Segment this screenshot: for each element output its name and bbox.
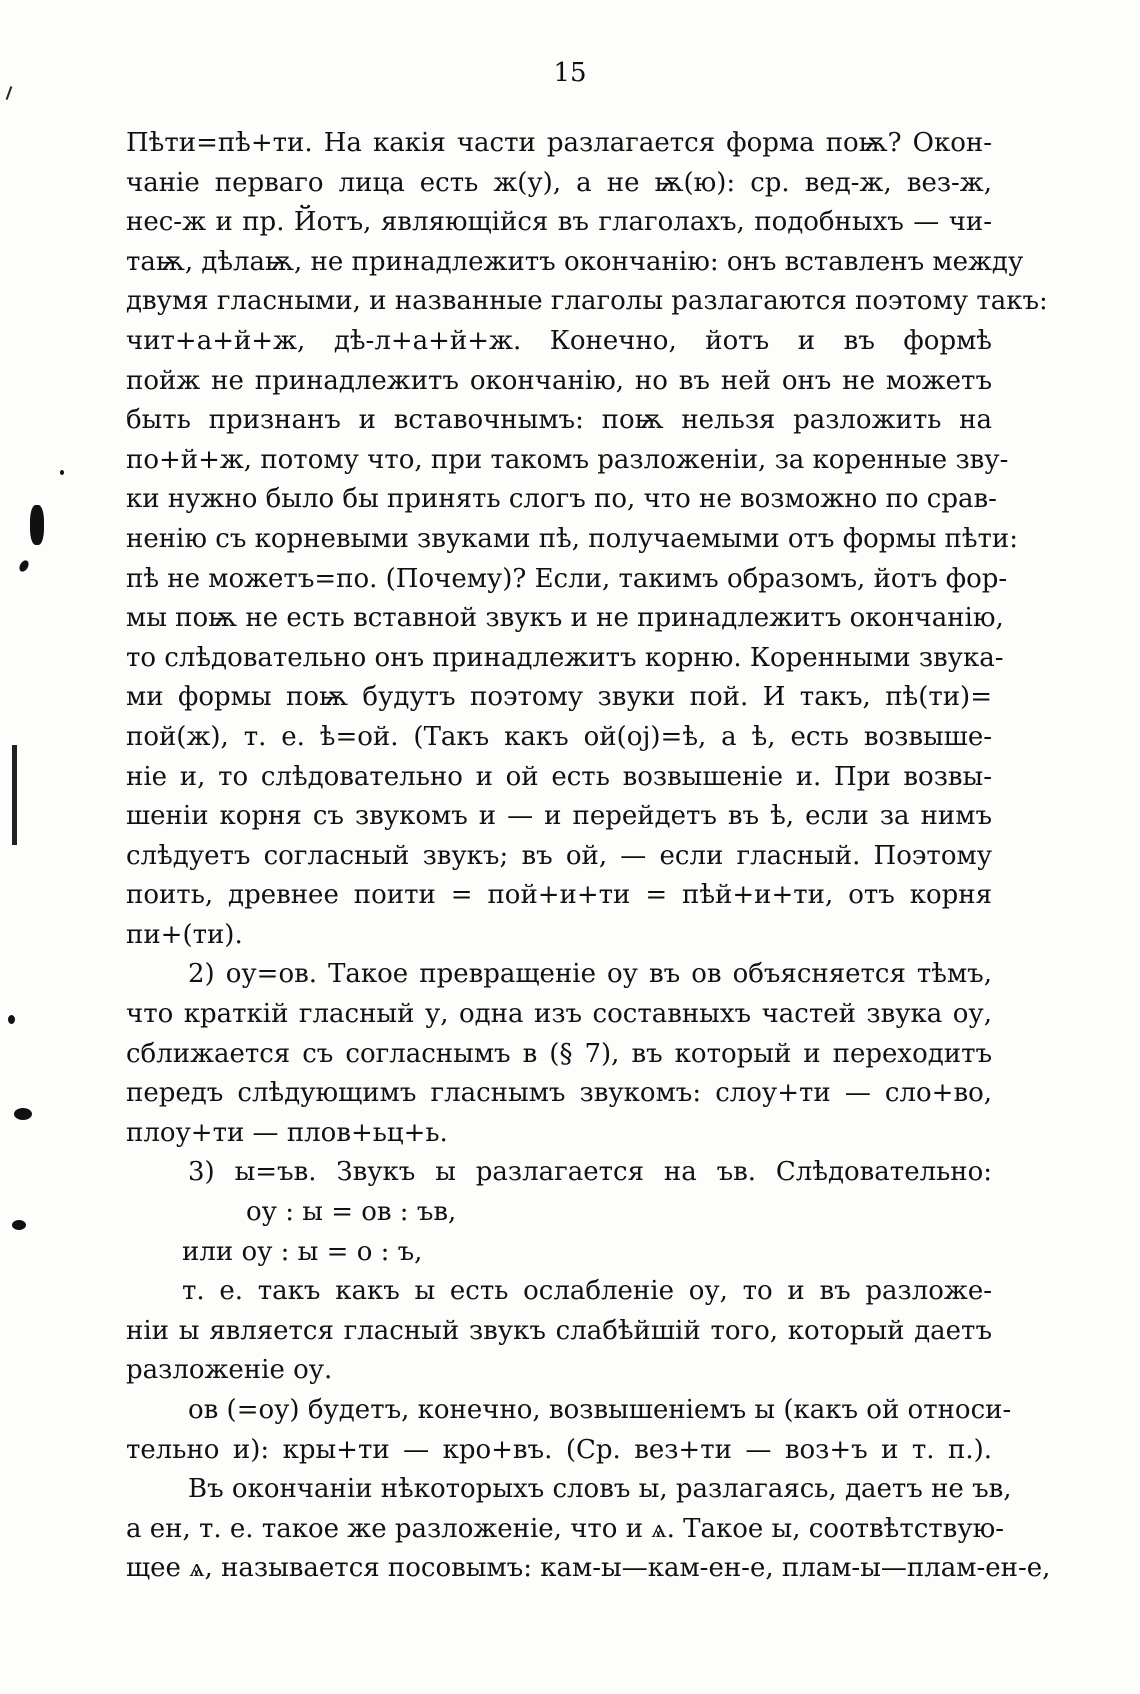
- text-line: ніе и, то слѣдовательно и ой есть возвышеніе и. При возвы-: [126, 761, 992, 792]
- text-line: мы поѭ не есть вставной звукъ и не принадлежитъ окончанію,: [126, 603, 1004, 634]
- text-line: Пѣти=пѣ+ти. На какія части разлагается форма поѭ? Окон-: [126, 128, 992, 158]
- text-line: т. е. такъ какъ ы есть ослабленіе оу, то и въ разложе-: [182, 1276, 992, 1307]
- text-line: пи+(ти).: [126, 919, 243, 950]
- text-line: тельно и): кры+ти — кро+въ. (Ср. вез+ти — воз+ъ и т. п.).: [126, 1434, 992, 1465]
- ink-blot: [18, 559, 31, 573]
- margin-mark: [12, 745, 17, 845]
- text-line: Въ окончаніи нѣкоторыхъ словъ ы, разлагаясь, даетъ не ъв,: [188, 1474, 1012, 1505]
- text-line: таѭ, дѣлаѭ, не принадлежитъ окончанію: онъ вставленъ между: [126, 246, 1024, 277]
- text-line: пѣ не можетъ=по. (Почему)? Если, такимъ образомъ, йотъ фор-: [126, 563, 1008, 594]
- text-line: нес-ж и пр. Йотъ, являющійся въ глаголахъ, подобныхъ — чи-: [126, 207, 992, 238]
- margin-mark: [6, 86, 13, 100]
- text-line: поить, древнее поити = пой+и+ти = пѣй+и+ти, отъ корня: [126, 880, 992, 911]
- ink-blot: [30, 505, 44, 545]
- text-line: 3) ы=ъв. Звукъ ы разлагается на ъв. Слѣдовательно:: [188, 1157, 992, 1188]
- text-line: что краткій гласный у, одна изъ составныхъ частей звука оу,: [126, 999, 992, 1030]
- text-line: пойж не принадлежитъ окончанію, но въ ней онъ не можетъ: [126, 365, 992, 396]
- text-line: ненію съ корневыми звуками пѣ, получаемыми отъ формы пѣти:: [126, 523, 1019, 554]
- text-line: слѣдуетъ согласный звукъ; въ ой, — если гласный. Поэтому: [126, 840, 992, 871]
- text-line: пой(ж), т. е. ѣ=ой. (Такъ какъ ой(оj)=ѣ, а ѣ, есть возвыше-: [126, 721, 992, 752]
- page-number: 15: [553, 58, 587, 88]
- text-line: чаніе перваго лица есть ж(у), а не ѭ(ю): ср. вед-ж, вез-ж,: [126, 167, 992, 198]
- ink-blot: [14, 1108, 32, 1120]
- text-line: передъ слѣдующимъ гласнымъ звукомъ: слоу+ти — сло+во,: [126, 1078, 992, 1109]
- text-line: плоу+ти — плов+ьц+ь.: [126, 1117, 448, 1148]
- ink-blot: [12, 1220, 26, 1230]
- text-line: а ен, т. е. такое же разложеніе, что и ѧ. Такое ы, соотвѣтствую-: [126, 1513, 1005, 1544]
- text-line: чит+а+й+ж, дѣ-л+а+й+ж. Конечно, йотъ и въ формѣ: [126, 325, 992, 356]
- text-line: сближается съ согласнымъ в (§ 7), въ который и переходитъ: [126, 1038, 992, 1069]
- text-line: шеніи корня съ звукомъ и — и перейдетъ въ ѣ, если за нимъ: [126, 801, 992, 832]
- formula-line: оу : ы = ов : ъв,: [246, 1197, 457, 1228]
- text-line: разложеніе оу.: [126, 1355, 333, 1386]
- ink-blot: [60, 470, 64, 475]
- text-line: ов (=оу) будетъ, конечно, возвышеніемъ ы (какъ ой относи-: [188, 1395, 1012, 1425]
- text-line: ніи ы является гласный звукъ слабѣйшій того, который даетъ: [126, 1315, 992, 1346]
- formula-line: или оу : ы = о : ъ,: [182, 1236, 423, 1267]
- text-line: то слѣдовательно онъ принадлежитъ корню. Коренными звука-: [126, 642, 1004, 673]
- text-line: по+й+ж, потому что, при такомъ разложеніи, за коренные зву-: [126, 444, 1009, 475]
- text-line: ми формы поѭ будутъ поэтому звуки пой. И такъ, пѣ(ти)=: [126, 682, 992, 713]
- text-line: быть признанъ и вставочнымъ: поѭ нельзя разложить на: [126, 405, 992, 436]
- text-line: ки нужно было бы принять слогъ по, что не возможно по срав-: [126, 484, 997, 515]
- ink-blot: [8, 1015, 15, 1024]
- body-text: [126, 124, 1051, 1589]
- text-line: щее ѧ, называется посовымъ: кам-ы—кам-ен-е, плам-ы—плам-ен-е,: [126, 1553, 1051, 1584]
- text-line: двумя гласными, и названные глаголы разлагаются поэтому такъ:: [126, 286, 1048, 317]
- text-line: 2) оу=ов. Такое превращеніе оу въ ов объясняется тѣмъ,: [188, 959, 992, 990]
